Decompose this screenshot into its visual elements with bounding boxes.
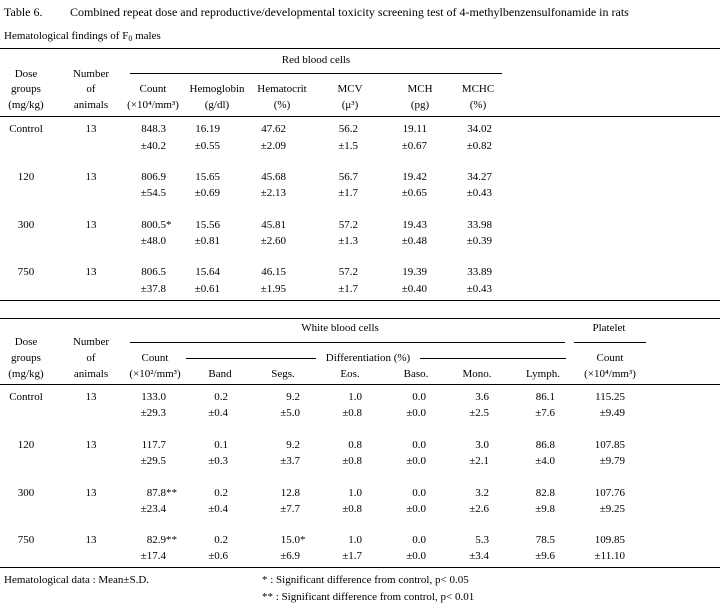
mean-value: 15.64 — [195, 266, 220, 278]
animal-count: 13 — [85, 171, 97, 183]
sd-value: ±0.6 — [208, 550, 228, 562]
sd-value: ±1.7 — [342, 550, 362, 562]
mean-value: 87.8** — [146, 487, 177, 499]
sd-value: ±2.5 — [469, 407, 489, 419]
sd-value: ±0.0 — [406, 455, 426, 467]
sd-value: ±6.9 — [280, 550, 300, 562]
sd-value: ±9.8 — [535, 503, 555, 515]
sd-value: ±23.4 — [140, 503, 166, 515]
mean-value: 107.85 — [594, 439, 625, 451]
mean-value: 3.2 — [475, 487, 489, 499]
dose-groups-header: Dose — [14, 336, 38, 348]
column-header-name: Count — [139, 83, 167, 95]
animal-count: 13 — [85, 219, 97, 231]
mean-value: 15.65 — [195, 171, 220, 183]
animal-count: 13 — [85, 487, 97, 499]
sd-value: ±0.65 — [401, 187, 427, 199]
column-header-name: MCHC — [461, 83, 495, 95]
footnote-significance-005: * : Significant difference from control, p< 0.05 — [262, 574, 469, 586]
mean-value: 19.43 — [402, 219, 427, 231]
differentiation-column-header: Baso. — [403, 368, 429, 380]
mean-value: 806.5 — [141, 266, 166, 278]
mean-value: 0.0 — [412, 487, 426, 499]
mean-value: 57.2 — [338, 266, 358, 278]
mean-value: 1.0 — [348, 534, 362, 546]
differentiation-rule-right — [420, 358, 566, 359]
mean-value: 16.19 — [195, 123, 220, 135]
footnote-data-note: Hematological data : Mean±S.D. — [4, 574, 150, 586]
sd-value: ±0.4 — [208, 407, 228, 419]
mean-value: 848.3 — [141, 123, 166, 135]
differentiation-header: Differentiation (%) — [325, 352, 411, 364]
differentiation-column-header: Band — [208, 368, 232, 380]
wbc-group-rule — [130, 342, 565, 343]
dose-group-label: 300 — [17, 219, 35, 231]
platelet-count-header: Count — [596, 352, 624, 364]
mean-value: 0.0 — [412, 439, 426, 451]
wbc-table-bottom-rule — [0, 567, 720, 568]
sd-value: ±0.43 — [466, 283, 492, 295]
sd-value: ±17.4 — [140, 550, 166, 562]
sd-value: ±0.8 — [342, 407, 362, 419]
mean-value: 0.1 — [214, 439, 228, 451]
differentiation-column-header: Eos. — [340, 368, 360, 380]
sd-value: ±0.8 — [342, 455, 362, 467]
sd-value: ±0.82 — [466, 140, 492, 152]
sd-value: ±1.3 — [338, 235, 358, 247]
animal-count: 13 — [85, 534, 97, 546]
differentiation-column-header: Mono. — [462, 368, 492, 380]
sd-value: ±48.0 — [140, 235, 166, 247]
dose-group-label: 120 — [17, 171, 35, 183]
table-number: Table 6. — [4, 5, 43, 19]
sd-value: ±2.6 — [469, 503, 489, 515]
rbc-header-rule — [0, 116, 720, 117]
column-header-unit: (pg) — [410, 99, 430, 111]
sd-value: ±0.69 — [194, 187, 220, 199]
sd-value: ±1.7 — [338, 187, 358, 199]
sd-value: ±9.49 — [599, 407, 625, 419]
dose-group-label: 750 — [17, 534, 35, 546]
mean-value: 117.7 — [141, 439, 166, 451]
sd-value: ±4.0 — [535, 455, 555, 467]
sd-value: ±0.8 — [342, 503, 362, 515]
subtitle-text: Hematological findings of F — [4, 30, 129, 42]
mean-value: 3.0 — [475, 439, 489, 451]
mean-value: 0.8 — [348, 439, 362, 451]
number-of-animals-header: Number — [72, 336, 110, 348]
mean-value: 806.9 — [141, 171, 166, 183]
mean-value: 33.98 — [467, 219, 492, 231]
sd-value: ±1.95 — [260, 283, 286, 295]
mean-value: 34.27 — [467, 171, 492, 183]
sd-value: ±1.5 — [338, 140, 358, 152]
wbc-count-unit: (×10²/mm³) — [129, 368, 181, 380]
mean-value: 45.81 — [261, 219, 286, 231]
column-header-unit: (g/dl) — [204, 99, 230, 111]
sd-value: ±0.0 — [406, 407, 426, 419]
column-header-unit: (%) — [273, 99, 291, 111]
mean-value: 19.11 — [402, 123, 427, 135]
wbc-group-header: White blood cells — [301, 322, 379, 334]
sd-value: ±0.43 — [466, 187, 492, 199]
sd-value: ±0.40 — [401, 283, 427, 295]
number-of-animals-header: Number — [72, 68, 110, 80]
column-header-name: Hematocrit — [257, 83, 307, 95]
column-header-name: MCV — [337, 83, 363, 95]
sd-value: ±0.67 — [401, 140, 427, 152]
mean-value: 46.15 — [261, 266, 286, 278]
number-of-animals-header: animals — [73, 368, 109, 380]
sd-value: ±2.13 — [260, 187, 286, 199]
sd-value: ±7.7 — [280, 503, 300, 515]
dose-groups-header: (mg/kg) — [8, 368, 44, 380]
sd-value: ±3.4 — [469, 550, 489, 562]
dose-group-label: 120 — [17, 439, 35, 451]
differentiation-rule-left — [186, 358, 316, 359]
rbc-group-rule — [130, 73, 502, 74]
sd-value: ±3.7 — [280, 455, 300, 467]
mean-value: 9.2 — [286, 439, 300, 451]
number-of-animals-header: of — [86, 352, 96, 364]
mean-value: 47.62 — [261, 123, 286, 135]
mean-value: 800.5* — [141, 219, 172, 231]
column-header-name: MCH — [407, 83, 433, 95]
mean-value: 19.42 — [402, 171, 427, 183]
sd-value: ±0.48 — [401, 235, 427, 247]
sd-value: ±0.81 — [194, 235, 220, 247]
mean-value: 5.3 — [475, 534, 489, 546]
dose-groups-header: Dose — [14, 68, 38, 80]
sd-value: ±0.55 — [194, 140, 220, 152]
column-header-unit: (×10⁴/mm³) — [127, 99, 179, 111]
sd-value: ±2.1 — [469, 455, 489, 467]
column-header-unit: (μ³) — [341, 99, 359, 111]
mean-value: 107.76 — [594, 487, 625, 499]
number-of-animals-header: animals — [73, 99, 109, 111]
subtitle-suffix: males — [132, 30, 161, 42]
sd-value: ±9.25 — [599, 503, 625, 515]
dose-groups-header: groups — [11, 83, 41, 95]
animal-count: 13 — [85, 123, 97, 135]
sd-value: ±9.6 — [535, 550, 555, 562]
column-header-name: Hemoglobin — [189, 83, 245, 95]
mean-value: 1.0 — [348, 391, 362, 403]
mean-value: 56.7 — [338, 171, 358, 183]
dose-group-label: 750 — [17, 266, 35, 278]
mean-value: 0.0 — [412, 391, 426, 403]
sd-value: ±1.7 — [338, 283, 358, 295]
wbc-table-top-rule — [0, 318, 720, 319]
table-title: Combined repeat dose and reproductive/developmental toxicity screening test of 4-methylbenzensulfonamide in rats — [70, 5, 629, 19]
sd-value: ±0.61 — [194, 283, 220, 295]
sd-value: ±54.5 — [140, 187, 166, 199]
mean-value: 3.6 — [475, 391, 489, 403]
sd-value: ±11.10 — [594, 550, 625, 562]
sd-value: ±5.0 — [280, 407, 300, 419]
mean-value: 78.5 — [535, 534, 555, 546]
mean-value: 9.2 — [286, 391, 300, 403]
mean-value: 133.0 — [141, 391, 166, 403]
sd-value: ±0.0 — [406, 503, 426, 515]
mean-value: 19.39 — [402, 266, 427, 278]
mean-value: 115.25 — [595, 391, 625, 403]
subtitle-subscript: 0 — [128, 34, 133, 43]
mean-value: 0.2 — [214, 534, 228, 546]
sd-value: ±40.2 — [140, 140, 166, 152]
animal-count: 13 — [85, 391, 97, 403]
mean-value: 0.2 — [214, 487, 228, 499]
platelet-count-unit: (×10⁴/mm³) — [584, 368, 636, 380]
mean-value: 56.2 — [338, 123, 358, 135]
animal-count: 13 — [85, 266, 97, 278]
sd-value: ±0.39 — [466, 235, 492, 247]
table-subtitle — [4, 29, 161, 43]
mean-value: 109.85 — [594, 534, 625, 546]
dose-group-label: Control — [9, 123, 43, 135]
sd-value: ±7.6 — [535, 407, 555, 419]
differentiation-column-header: Lymph. — [526, 368, 560, 380]
dose-group-label: 300 — [17, 487, 35, 499]
rbc-group-header: Red blood cells — [281, 54, 351, 66]
sd-value: ±2.60 — [260, 235, 286, 247]
column-header-unit: (%) — [469, 99, 487, 111]
sd-value: ±37.8 — [140, 283, 166, 295]
mean-value: 0.2 — [214, 391, 228, 403]
rbc-table-top-rule — [0, 48, 720, 49]
mean-value: 15.0* — [280, 534, 306, 546]
mean-value: 34.02 — [467, 123, 492, 135]
mean-value: 12.8 — [280, 487, 300, 499]
footnote-significance-001: ** : Significant difference from control, p< 0.01 — [262, 591, 475, 603]
sd-value: ±29.5 — [140, 455, 166, 467]
mean-value: 57.2 — [338, 219, 358, 231]
platelet-group-header: Platelet — [592, 322, 626, 334]
sd-value: ±2.09 — [260, 140, 286, 152]
sd-value: ±9.79 — [599, 455, 625, 467]
mean-value: 82.9** — [146, 534, 177, 546]
mean-value: 33.89 — [467, 266, 492, 278]
platelet-group-rule — [574, 342, 646, 343]
sd-value: ±0.3 — [208, 455, 228, 467]
sd-value: ±0.4 — [208, 503, 228, 515]
number-of-animals-header: of — [86, 83, 96, 95]
dose-group-label: Control — [9, 391, 43, 403]
rbc-table-bottom-rule — [0, 300, 720, 301]
animal-count: 13 — [85, 439, 97, 451]
wbc-header-rule — [0, 384, 720, 385]
mean-value: 45.68 — [261, 171, 286, 183]
sd-value: ±0.0 — [406, 550, 426, 562]
sd-value: ±29.3 — [140, 407, 166, 419]
wbc-count-header: Count — [141, 352, 169, 364]
dose-groups-header: (mg/kg) — [8, 99, 44, 111]
mean-value: 82.8 — [535, 487, 555, 499]
mean-value: 0.0 — [412, 534, 426, 546]
mean-value: 86.8 — [535, 439, 555, 451]
mean-value: 15.56 — [195, 219, 220, 231]
mean-value: 86.1 — [535, 391, 555, 403]
differentiation-column-header: Segs. — [271, 368, 295, 380]
mean-value: 1.0 — [348, 487, 362, 499]
dose-groups-header: groups — [11, 352, 41, 364]
